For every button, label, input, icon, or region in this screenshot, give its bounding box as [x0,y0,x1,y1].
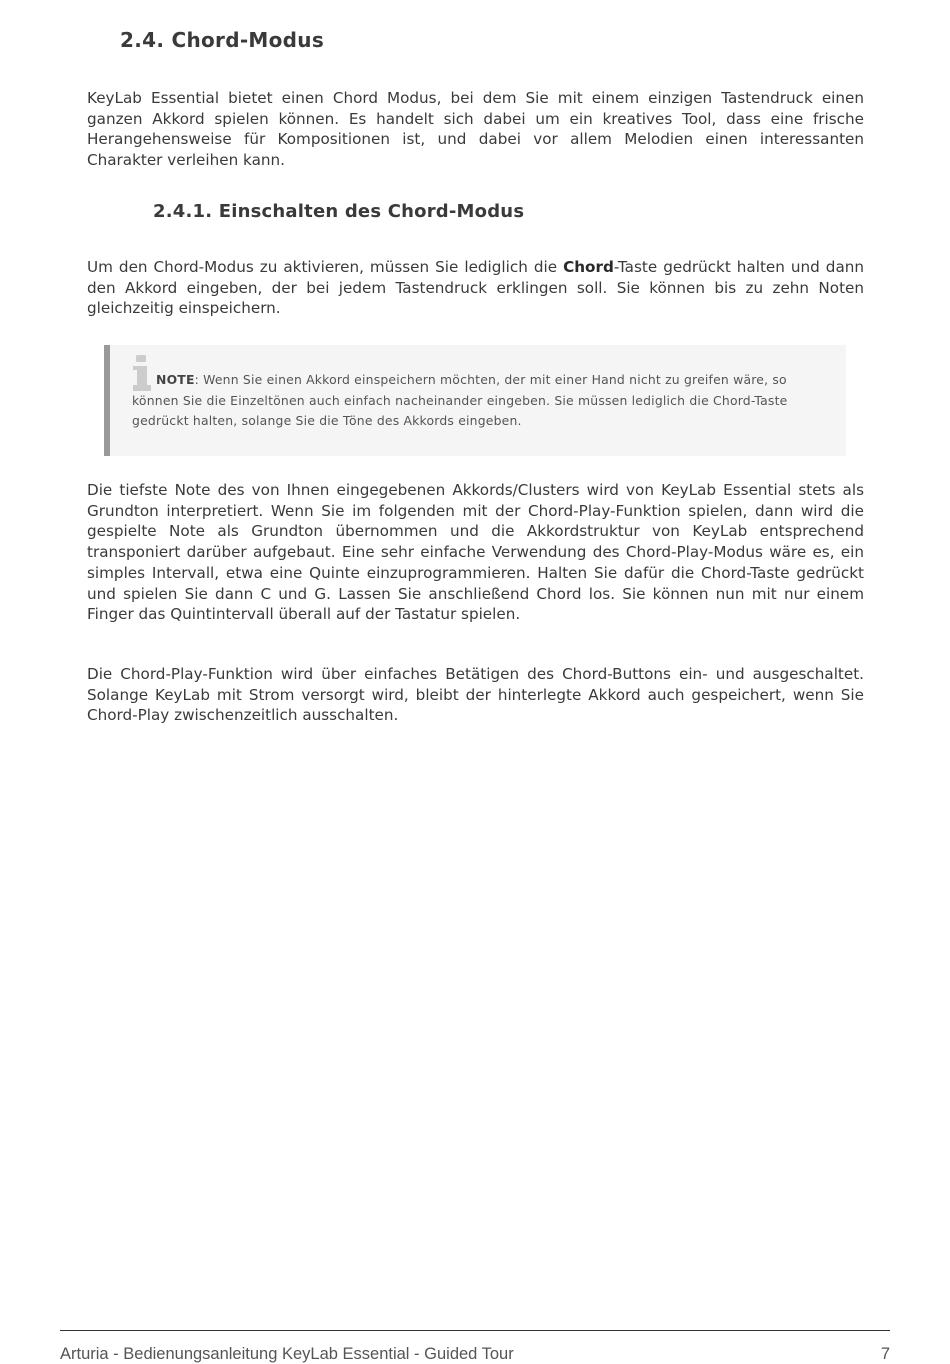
intro-paragraph: KeyLab Essential bietet einen Chord Modus, bei dem Sie mit einem einzigen Tastendruck einen ganzen Akkord spielen können. Es handelt sich dabei um ein kreatives Tool, dass eine frische Herangehensweise für Kompositionen ist, und dabei vor allem Melodien einen interessanten Charakter verleihen kann. [87,89,864,170]
note-label: NOTE [156,372,195,387]
note-box [104,345,846,456]
subsection-heading: 2.4.1. Einschalten des Chord-Modus [153,201,525,222]
footer-title: Arturia - Bedienungsanleitung KeyLab Essential - Guided Tour [60,1345,514,1363]
activation-text-start: Um den Chord-Modus zu aktivieren, müssen Sie lediglich die [87,258,564,276]
chord-key-name: Chord [563,258,614,276]
footer-divider [60,1330,890,1331]
activation-text-end: -Taste gedrückt halten und dann den Akkord eingeben, der bei jedem Tastendruck erklingen soll. Sie können bis zu zehn Noten gleichzeitig einspeichern. [87,258,865,318]
activation-paragraph [87,257,864,319]
note-text [132,370,832,432]
toggle-paragraph: Die Chord-Play-Funktion wird über einfaches Betätigen des Chord-Buttons ein- und ausgeschaltet. Solange KeyLab mit Strom versorgt wird, bleibt der hinterlegte Akkord auch gespeichert, wenn Sie Chord-Play zwischenzeitlich ausschalten. [87,665,864,725]
note-body: : Wenn Sie einen Akkord einspeichern möchten, der mit einer Hand nicht zu greifen wäre, so können Sie die Einzeltönen auch einfach nacheinander eingeben. Sie müssen lediglich die Chord-Taste gedrückt halten, solange Sie die Töne des Akkords eingeben. [132,372,788,428]
root-note-paragraph: Die tiefste Note des von Ihnen eingegebenen Akkords/Clusters wird von KeyLab Essential stets als Grundton interpretiert. Wenn Sie im folgenden mit der Chord-Play-Funktion spielen, dann wird die gespielte Note als Grundton übernommen und die Akkordstruktur von KeyLab entsprechend transponiert darüber aufgebaut. Eine sehr einfache Verwendung des Chord-Play-Modus wäre es, ein simples Intervall, etwa eine Quinte einzuprogrammieren. Halten Sie dafür die Chord-Taste gedrückt und spielen Sie dann C und G. Lassen Sie anschließend Chord los. Sie können nun mit nur einem Finger das Quintintervall überall auf der Tastatur spielen. [87,481,864,624]
section-heading: 2.4. Chord-Modus [120,28,325,52]
page-number: 7 [880,1345,890,1363]
